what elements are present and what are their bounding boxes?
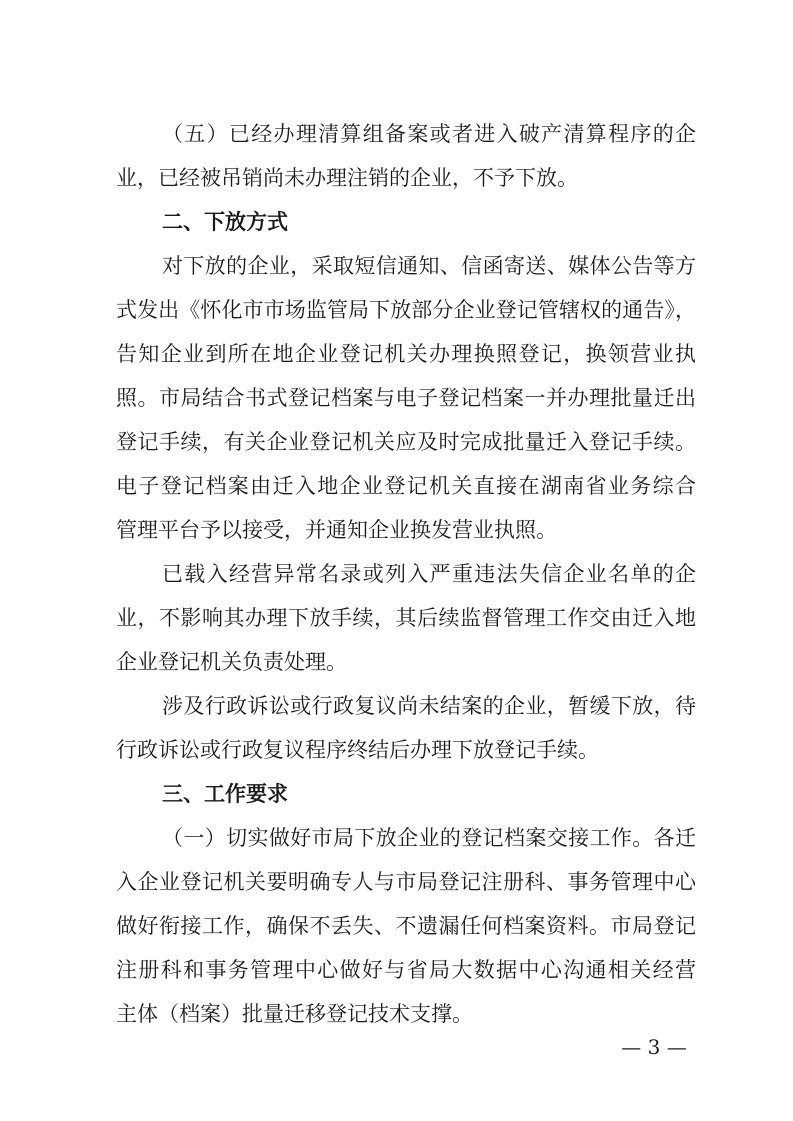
body-text-line: 对下放的企业，采取短信通知、信函寄送、媒体公告等方 (162, 254, 696, 278)
body-text-line: 业，已经被吊销尚未办理注销的企业，不予下放。 (116, 166, 578, 190)
body-text-line: 登记手续，有关企业登记机关应及时完成批量迁入登记手续。 (116, 430, 696, 454)
body-text-line: 涉及行政诉讼或行政复议尚未结案的企业，暂缓下放，待 (162, 694, 696, 718)
body-text-line: 已载入经营异常名录或列入严重违法失信企业名单的企 (162, 562, 696, 586)
body-text-line: （一）切实做好市局下放企业的登记档案交接工作。各迁 (162, 826, 696, 850)
section-heading: 二、下放方式 (162, 210, 288, 234)
body-text-line: （五）已经办理清算组备案或者进入破产清算程序的企 (162, 122, 696, 146)
body-text-line: 业，不影响其办理下放手续，其后续监督管理工作交由迁入地 (116, 606, 696, 630)
body-text-line: 式发出《怀化市市场监管局下放部分企业登记管辖权的通告》， (116, 298, 696, 322)
body-text-line: 注册科和事务管理中心做好与省局大数据中心沟通相关经营 (116, 958, 696, 982)
body-text-line: 照。市局结合书式登记档案与电子登记档案一并办理批量迁出 (116, 386, 696, 410)
body-text-line: 入企业登记机关要明确专人与市局登记注册科、事务管理中心 (116, 870, 696, 894)
page-number: — 3 — (621, 1035, 687, 1059)
body-text-line: 做好衔接工作，确保不丢失、不遗漏任何档案资料。市局登记 (116, 914, 696, 938)
body-text-line: 企业登记机关负责处理。 (116, 650, 347, 674)
body-text-line: 主体（档案）批量迁移登记技术支撑。 (116, 1002, 473, 1026)
body-text-line: 行政诉讼或行政复议程序终结后办理下放登记手续。 (116, 738, 599, 762)
body-text-line: 管理平台予以接受，并通知企业换发营业执照。 (116, 518, 557, 542)
section-heading: 三、工作要求 (162, 782, 288, 806)
body-text-line: 电子登记档案由迁入地企业登记机关直接在湖南省业务综合 (116, 474, 696, 498)
body-text-line: 告知企业到所在地企业登记机关办理换照登记，换领营业执 (116, 342, 696, 366)
